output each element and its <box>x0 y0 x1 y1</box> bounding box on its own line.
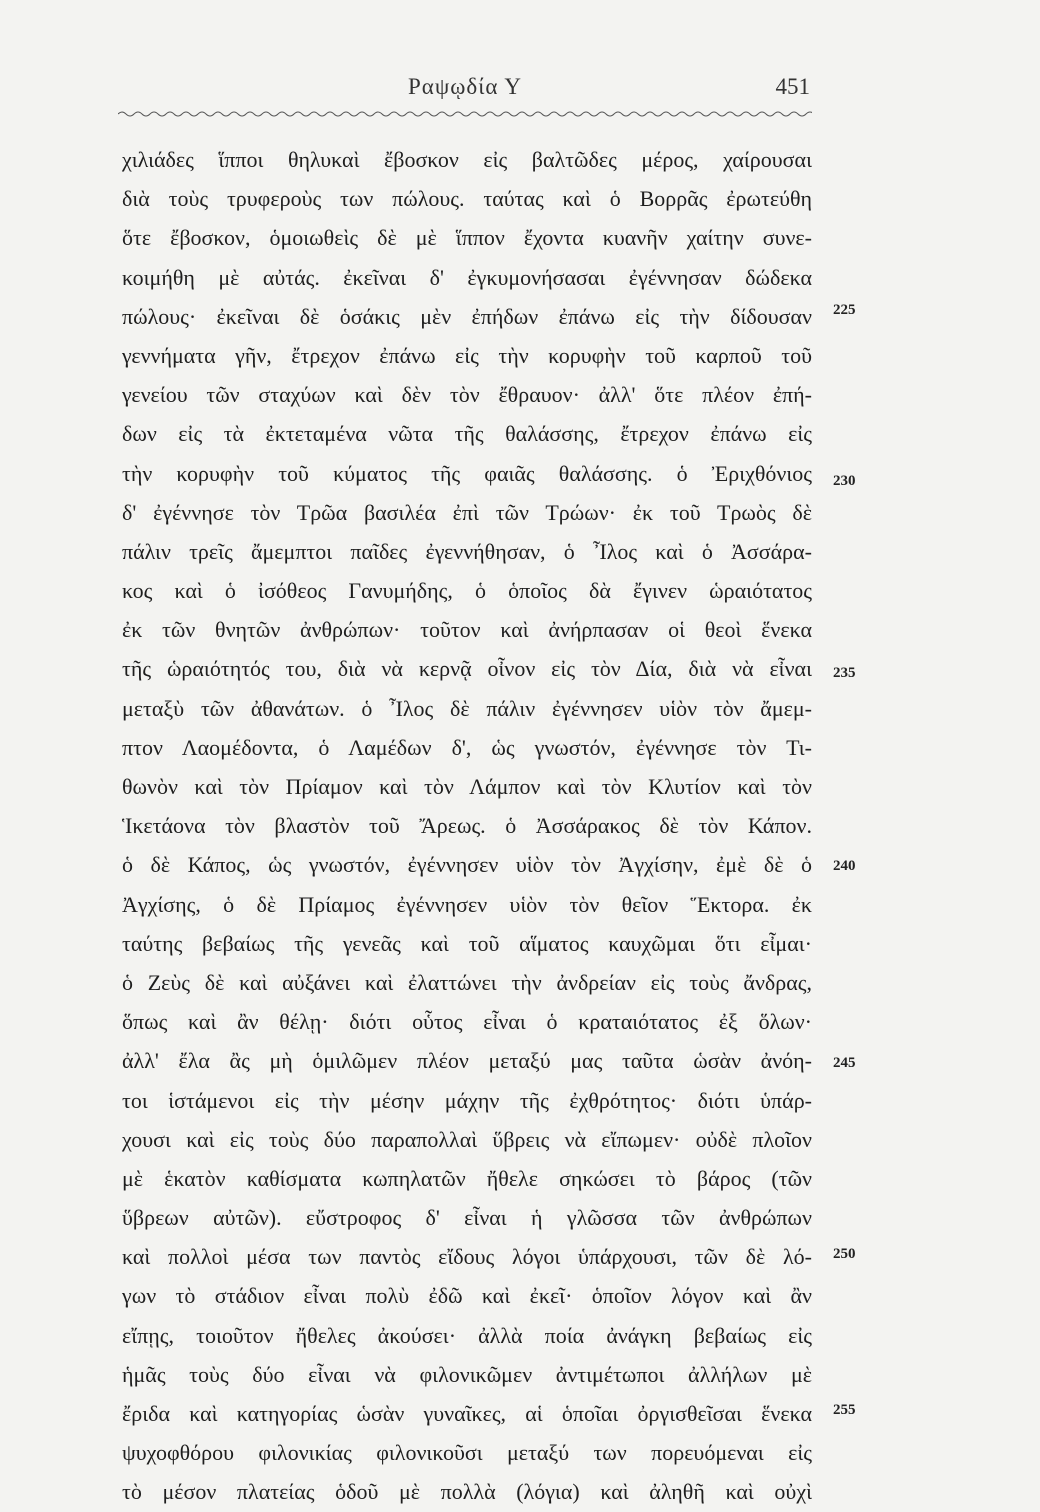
text-line: χιλιάδες ἵπποι θηλυκαὶ ἔβοσκον εἰς βαλτῶδες μέρος, χαίρουσαι <box>122 147 812 172</box>
text-line: μεταξὺ τῶν ἀθανάτων. ὁ Ἶλος δὲ πάλιν ἐγέννησεν υἱὸν τὸν ἄμεμ- <box>122 695 812 721</box>
text-line: ὅπως καὶ ἂν θέλῃ· διότι οὗτος εἶναι ὁ κραταιότατος ἐξ ὅλων· <box>122 1009 812 1035</box>
body-text <box>122 140 812 1512</box>
text-line: Ἱκετάονα τὸν βλαστὸν τοῦ Ἄρεως. ὁ Ἀσσάρακος δὲ τὸν Κάπον. <box>122 813 812 839</box>
line-number-230: 230 <box>833 473 856 489</box>
text-line: καὶ πολλοὶ μέσα των παντὸς εἴδους λόγοι ὑπάρχουσι, τῶν δὲ λό- <box>122 1244 812 1270</box>
page-header <box>120 74 810 114</box>
text-line: ἀλλ' ἔλα ἂς μὴ ὁμιλῶμεν πλέον μεταξύ μας ταῦτα ὡσὰν ἀνόη- <box>122 1048 812 1074</box>
text-line: ὁ δὲ Κάπος, ὡς γνωστόν, ἐγέννησεν υἱὸν τὸν Ἀγχίσην, ἐμὲ δὲ ὁ <box>122 852 812 878</box>
line-number-250: 250 <box>833 1246 856 1262</box>
text-line: ὁ Ζεὺς δὲ καὶ αὐξάνει καὶ ἐλαττώνει τὴν ἀνδρείαν εἰς τοὺς ἄνδρας, <box>122 969 812 995</box>
line-number-245: 245 <box>833 1055 856 1071</box>
text-line: τοι ἱστάμενοι εἰς τὴν μέσην μάχην τῆς ἐχθρότητος· διότι ὑπάρ- <box>122 1087 812 1113</box>
text-line: μὲ ἑκατὸν καθίσματα κωπηλατῶν ἤθελε σηκώσει τὸ βάρος (τῶν <box>122 1165 812 1191</box>
text-line: πάλιν τρεῖς ἄμεμπτοι παῖδες ἐγεννήθησαν, ὁ Ἶλος καὶ ὁ Ἀσσάρα- <box>122 538 812 564</box>
text-line: κοιμήθη μὲ αὐτάς. ἐκεῖναι δ' ἐγκυμονήσασαι ἐγέννησαν δώδεκα <box>122 264 812 290</box>
text-line: γενείου τῶν σταχύων καὶ δὲν τὸν ἔθραυον· ἀλλ' ὅτε πλέον ἐπή- <box>122 382 812 408</box>
text-line: ὕβρεων αὐτῶν). εὔστροφος δ' εἶναι ἡ γλῶσσα τῶν ἀνθρώπων <box>122 1205 812 1231</box>
text-line: Ἀγχίσης, ὁ δὲ Πρίαμος ἐγέννησεν υἱὸν τὸν θεῖον Ἕκτορα. ἐκ <box>122 891 812 917</box>
text-line: τὴν κορυφὴν τοῦ κύματος τῆς φαιᾶς θαλάσσης. ὁ Ἐριχθόνιος <box>122 460 812 486</box>
text-line: εἴπῃς, τοιοῦτον ἤθελες ἀκούσει· ἀλλὰ ποία ἀνάγκη βεβαίως εἰς <box>122 1322 812 1348</box>
wavy-header-rule <box>118 110 812 118</box>
text-line: πώλους· ἐκεῖναι δὲ ὁσάκις μὲν ἐπήδων ἐπάνω εἰς τὴν δίδουσαν <box>122 303 812 329</box>
line-number-225: 225 <box>833 302 856 318</box>
text-line: γων τὸ στάδιον εἶναι πολὺ ἐδῶ καὶ ἐκεῖ· ὁποῖον λόγον καὶ ἂν <box>122 1283 812 1309</box>
text-line: ψυχοφθόρου φιλονικίας φιλονικοῦσι μεταξύ των πορευόμεναι εἰς <box>122 1440 812 1466</box>
page-number: 451 <box>775 74 810 99</box>
text-line: ἡμᾶς τοὺς δύο εἶναι νὰ φιλονικῶμεν ἀντιμέτωποι ἀλλήλων μὲ <box>122 1361 812 1387</box>
line-number-235: 235 <box>833 665 856 681</box>
text-line: πτον Λαομέδοντα, ὁ Λαμέδων δ', ὡς γνωστόν, ἐγέννησε τὸν Τι- <box>122 734 812 760</box>
text-line: ἔριδα καὶ κατηγορίας ὡσὰν γυναῖκες, αἱ ὁποῖαι ὀργισθεῖσαι ἕνεκα <box>122 1401 812 1426</box>
text-line: τὸ μέσον πλατείας ὁδοῦ μὲ πολλὰ (λόγια) καὶ ἀληθῆ καὶ οὐχὶ <box>122 1479 812 1505</box>
text-line: δ' ἐγέννησε τὸν Τρῶα βασιλέα ἐπὶ τῶν Τρώων· ἐκ τοῦ Τρωὸς δὲ <box>122 499 812 525</box>
text-line: γεννήματα γῆν, ἔτρεχον ἐπάνω εἰς τὴν κορυφὴν τοῦ καρποῦ τοῦ <box>122 342 812 368</box>
text-line: δων εἰς τὰ ἐκτεταμένα νῶτα τῆς θαλάσσης, ἔτρεχον ἐπάνω εἰς <box>122 421 812 447</box>
text-line: ἐκ τῶν θνητῶν ἀνθρώπων· τοῦτον καὶ ἀνήρπασαν οἱ θεοὶ ἕνεκα <box>122 617 812 643</box>
running-title: Ραψῳδία Υ <box>408 74 522 99</box>
line-number-255: 255 <box>833 1402 856 1418</box>
text-line: διὰ τοὺς τρυφεροὺς των πώλους. ταύτας καὶ ὁ Βορρᾶς ἐρωτεύθη <box>122 186 812 212</box>
text-line: ταύτης βεβαίως τῆς γενεᾶς καὶ τοῦ αἵματος καυχῶμαι ὅτι εἶμαι· <box>122 930 812 956</box>
text-line: ὅτε ἔβοσκον, ὁμοιωθεὶς δὲ μὲ ἵππον ἔχοντα κυανῆν χαίτην συνε- <box>122 225 812 251</box>
line-number-240: 240 <box>833 858 856 874</box>
text-line: κος καὶ ὁ ἰσόθεος Γανυμήδης, ὁ ὁποῖος δὰ ἔγινεν ὡραιότατος <box>122 578 812 604</box>
text-line: χουσι καὶ εἰς τοὺς δύο παραπολλαὶ ὕβρεις νὰ εἴπωμεν· οὐδὲ πλοῖον <box>122 1126 812 1152</box>
text-line: τῆς ὡραιότητός του, διὰ νὰ κερνᾷ οἶνον εἰς τὸν Δία, διὰ νὰ εἶναι <box>122 656 812 682</box>
text-line: θωνὸν καὶ τὸν Πρίαμον καὶ τὸν Λάμπον καὶ τὸν Κλυτίον καὶ τὸν <box>122 774 812 799</box>
